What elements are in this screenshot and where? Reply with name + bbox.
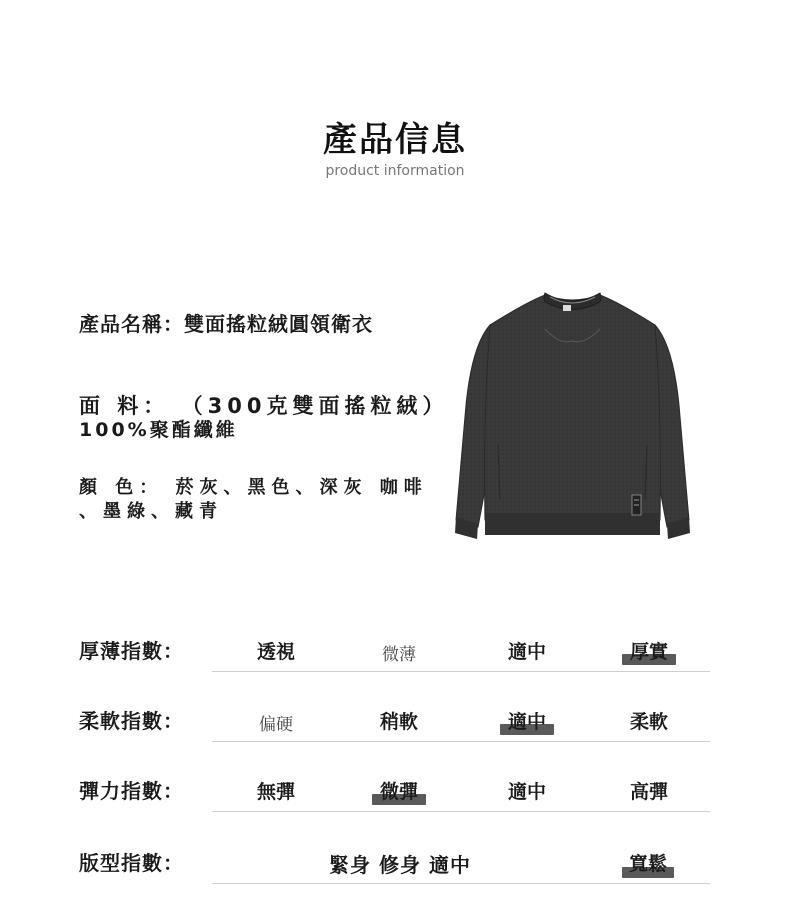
thickness-option-3: 適中 <box>507 641 547 663</box>
softness-index-label: 柔軟指數： <box>79 709 184 733</box>
elasticity-option-4: 高彈 <box>629 781 669 803</box>
fit-index-line <box>212 883 710 884</box>
elasticity-option-2: 微彈 <box>379 781 419 803</box>
fit-index-options: 緊身 修身 適中 <box>329 853 471 877</box>
softness-option-4: 柔軟 <box>629 711 669 733</box>
softness-option-3: 適中 <box>507 711 547 733</box>
page-subtitle: product information <box>325 163 465 179</box>
thickness-option-1: 透視 <box>256 641 296 663</box>
elasticity-option-1: 無彈 <box>256 781 296 803</box>
sweatshirt-image <box>450 285 695 545</box>
color-options-cont: 、墨綠、藏青 <box>79 501 223 522</box>
softness-index-line <box>212 741 710 742</box>
elasticity-index-label: 彈力指數： <box>79 779 184 803</box>
product-name: 產品名稱：雙面搖粒絨圓領衛衣 <box>79 312 373 336</box>
thickness-option-4: 厚實 <box>629 641 669 663</box>
thickness-option-2: 微薄 <box>382 645 416 665</box>
softness-option-2: 稍軟 <box>379 711 419 733</box>
thickness-index-line <box>212 671 710 672</box>
page-title: 產品信息 <box>323 120 467 160</box>
elasticity-index-line <box>212 811 710 812</box>
fit-index-row <box>0 847 790 907</box>
thickness-index-row <box>0 635 790 695</box>
softness-option-1: 偏硬 <box>259 715 293 735</box>
fabric-composition: 100%聚酯纖維 <box>79 419 238 441</box>
elasticity-option-3: 適中 <box>507 781 547 803</box>
elasticity-index-row <box>0 775 790 835</box>
softness-index-row <box>0 705 790 765</box>
thickness-index-label: 厚薄指數： <box>79 639 184 663</box>
fit-option-selected: 寬鬆 <box>628 853 668 875</box>
color-options: 顏 色： 菸灰、黑色、深灰 咖啡 <box>79 477 428 498</box>
fit-index-label: 版型指數： <box>79 851 184 875</box>
fabric-spec: 面 料： （300克雙面搖粒絨） <box>79 394 449 418</box>
